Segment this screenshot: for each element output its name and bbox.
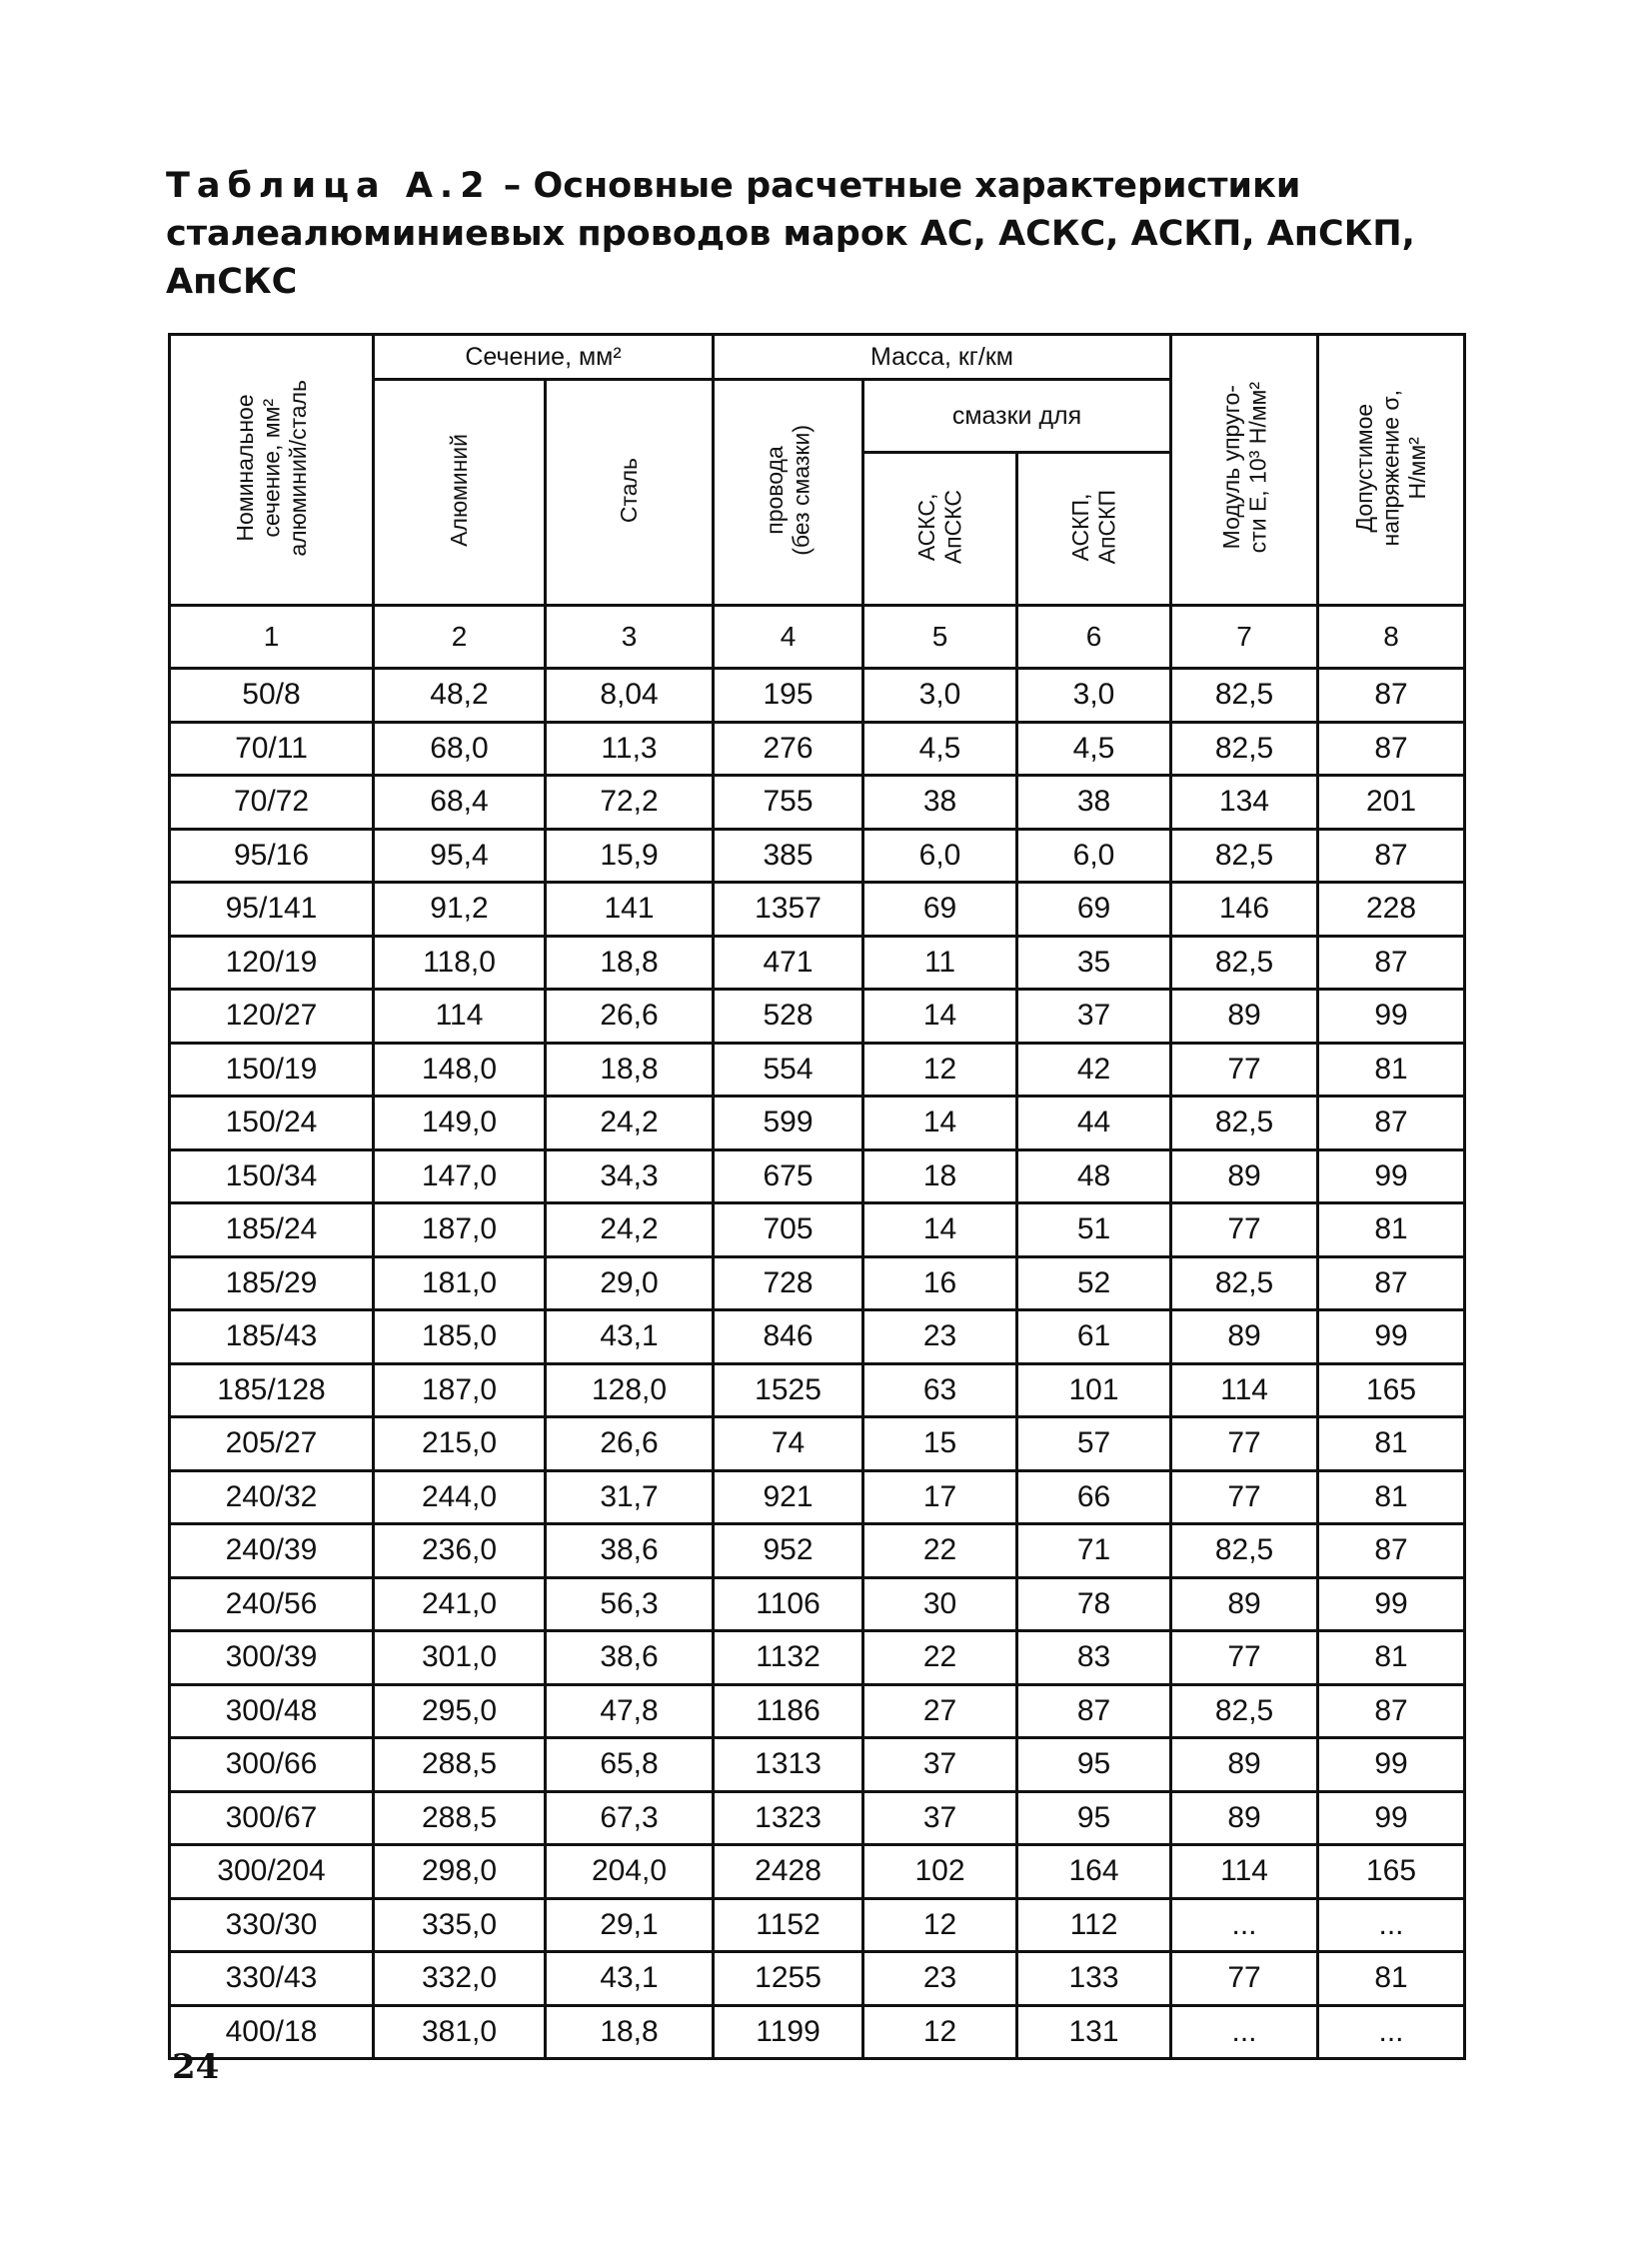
table-cell: 43,1 xyxy=(546,1952,714,2006)
table-cell: 236,0 xyxy=(374,1524,546,1578)
table-cell: 295,0 xyxy=(374,1684,546,1738)
table-cell: 70/72 xyxy=(170,776,374,830)
table-cell: 301,0 xyxy=(374,1631,546,1685)
table-cell: 14 xyxy=(863,1097,1017,1150)
table-cell: 147,0 xyxy=(374,1149,546,1203)
table-cell: 82,5 xyxy=(1171,1097,1318,1150)
table-cell: 83 xyxy=(1017,1631,1171,1685)
table-cell: 35 xyxy=(1017,936,1171,990)
table-cell: 95,4 xyxy=(374,829,546,883)
table-cell: 87 xyxy=(1318,829,1465,883)
table-cell: 6,0 xyxy=(1017,829,1171,883)
table-cell: 528 xyxy=(714,990,863,1044)
table-cell: 89 xyxy=(1171,1577,1318,1631)
table-row xyxy=(170,1577,1465,1631)
table-cell: 12 xyxy=(863,1043,1017,1097)
column-number: 6 xyxy=(1017,606,1171,669)
table-cell: 87 xyxy=(1318,722,1465,776)
table-cell: 114 xyxy=(374,990,546,1044)
table-cell: 72,2 xyxy=(546,776,714,830)
table-cell: 400/18 xyxy=(170,2005,374,2059)
table-cell: 67,3 xyxy=(546,1791,714,1845)
table-cell: 1186 xyxy=(714,1684,863,1738)
table-cell: 66 xyxy=(1017,1470,1171,1524)
wire-characteristics-table xyxy=(168,333,1466,2060)
table-cell: 12 xyxy=(863,2005,1017,2059)
table-body xyxy=(170,669,1465,2059)
table-cell: 77 xyxy=(1171,1470,1318,1524)
table-cell: 30 xyxy=(863,1577,1017,1631)
table-cell: 22 xyxy=(863,1524,1017,1578)
table-cell: 89 xyxy=(1171,1149,1318,1203)
table-cell: 1525 xyxy=(714,1363,863,1417)
table-cell: 89 xyxy=(1171,1310,1318,1364)
table-cell: 68,4 xyxy=(374,776,546,830)
column-number: 8 xyxy=(1318,606,1465,669)
table-cell: 4,5 xyxy=(1017,722,1171,776)
table-cell: 165 xyxy=(1318,1845,1465,1899)
table-cell: 300/39 xyxy=(170,1631,374,1685)
table-cell: 300/67 xyxy=(170,1791,374,1845)
table-cell: 148,0 xyxy=(374,1043,546,1097)
table-cell: 52 xyxy=(1017,1256,1171,1310)
table-row xyxy=(170,1097,1465,1150)
table-cell: 300/204 xyxy=(170,1845,374,1899)
table-cell: 43,1 xyxy=(546,1310,714,1364)
table-cell: 554 xyxy=(714,1043,863,1097)
table-cell: 141 xyxy=(546,883,714,937)
table-cell: 150/24 xyxy=(170,1097,374,1150)
table-cell: 2428 xyxy=(714,1845,863,1899)
table-cell: 57 xyxy=(1017,1417,1171,1471)
table-row xyxy=(170,1684,1465,1738)
table-cell: 51 xyxy=(1017,1203,1171,1257)
table-cell: 70/11 xyxy=(170,722,374,776)
table-cell: 77 xyxy=(1171,1203,1318,1257)
table-cell: 99 xyxy=(1318,1738,1465,1792)
table-cell: 240/56 xyxy=(170,1577,374,1631)
table-cell: 50/8 xyxy=(170,669,374,723)
table-cell: 81 xyxy=(1318,1417,1465,1471)
table-cell: 330/43 xyxy=(170,1952,374,2006)
table-cell: 82,5 xyxy=(1171,722,1318,776)
table-cell: 82,5 xyxy=(1171,936,1318,990)
table-cell: 952 xyxy=(714,1524,863,1578)
table-cell: 335,0 xyxy=(374,1898,546,1952)
table-cell: 131 xyxy=(1017,2005,1171,2059)
table-cell: 87 xyxy=(1318,1097,1465,1150)
table-cell: 82,5 xyxy=(1171,1524,1318,1578)
table-row xyxy=(170,669,1465,723)
table-cell: 81 xyxy=(1318,1952,1465,2006)
table-cell: 921 xyxy=(714,1470,863,1524)
table-cell: 300/48 xyxy=(170,1684,374,1738)
table-cell: 37 xyxy=(863,1738,1017,1792)
table-cell: 95 xyxy=(1017,1791,1171,1845)
header-allowable-stress: Допустимое напряжение σ, Н/мм² xyxy=(1318,335,1465,606)
table-cell: 185/24 xyxy=(170,1203,374,1257)
table-cell: 77 xyxy=(1171,1043,1318,1097)
table-cell: 26,6 xyxy=(546,990,714,1044)
table-cell: 228 xyxy=(1318,883,1465,937)
column-number: 4 xyxy=(714,606,863,669)
table-cell: 114 xyxy=(1171,1363,1318,1417)
table-cell: 240/39 xyxy=(170,1524,374,1578)
table-cell: 63 xyxy=(863,1363,1017,1417)
table-cell: 82,5 xyxy=(1171,829,1318,883)
table-cell: 215,0 xyxy=(374,1417,546,1471)
header-steel: Сталь xyxy=(546,380,714,606)
table-cell: ... xyxy=(1318,2005,1465,2059)
table-cell: 81 xyxy=(1318,1470,1465,1524)
table-cell: 12 xyxy=(863,1898,1017,1952)
table-cell: 87 xyxy=(1318,1684,1465,1738)
table-row xyxy=(170,990,1465,1044)
table-cell: 22 xyxy=(863,1631,1017,1685)
table-row xyxy=(170,1417,1465,1471)
table-cell: 181,0 xyxy=(374,1256,546,1310)
column-number: 7 xyxy=(1171,606,1318,669)
column-number: 2 xyxy=(374,606,546,669)
table-cell: 18,8 xyxy=(546,1043,714,1097)
table-cell: 74 xyxy=(714,1417,863,1471)
table-cell: 6,0 xyxy=(863,829,1017,883)
table-cell: 81 xyxy=(1318,1203,1465,1257)
column-number: 1 xyxy=(170,606,374,669)
table-cell: 82,5 xyxy=(1171,669,1318,723)
table-row xyxy=(170,1791,1465,1845)
table-cell: 150/34 xyxy=(170,1149,374,1203)
header-grease-askp: АСКП, АпСКП xyxy=(1017,453,1171,606)
table-cell: 288,5 xyxy=(374,1791,546,1845)
table-cell: 17 xyxy=(863,1470,1017,1524)
table-cell: 185,0 xyxy=(374,1310,546,1364)
table-cell: 99 xyxy=(1318,990,1465,1044)
table-cell: 185/29 xyxy=(170,1256,374,1310)
table-cell: 134 xyxy=(1171,776,1318,830)
table-cell: 18 xyxy=(863,1149,1017,1203)
table-cell: 3,0 xyxy=(863,669,1017,723)
table-cell: 1199 xyxy=(714,2005,863,2059)
table-cell: 187,0 xyxy=(374,1203,546,1257)
table-cell: 755 xyxy=(714,776,863,830)
header-section-group: Сечение, мм² xyxy=(374,335,714,380)
table-cell: 14 xyxy=(863,1203,1017,1257)
table-row xyxy=(170,2005,1465,2059)
page-number: 24 xyxy=(172,2047,220,2087)
table-cell: 37 xyxy=(1017,990,1171,1044)
header-modulus: Модуль упруго- сти Е, 10³ Н/мм² xyxy=(1171,335,1318,606)
table-cell: ... xyxy=(1171,2005,1318,2059)
table-cell: 69 xyxy=(1017,883,1171,937)
table-cell: 71 xyxy=(1017,1524,1171,1578)
table-cell: 128,0 xyxy=(546,1363,714,1417)
table-cell: 89 xyxy=(1171,1738,1318,1792)
table-cell: 15 xyxy=(863,1417,1017,1471)
table-cell: 3,0 xyxy=(1017,669,1171,723)
table-cell: 38 xyxy=(1017,776,1171,830)
table-cell: 120/19 xyxy=(170,936,374,990)
table-row xyxy=(170,1203,1465,1257)
table-row xyxy=(170,936,1465,990)
table-row xyxy=(170,1845,1465,1899)
table-cell: 78 xyxy=(1017,1577,1171,1631)
table-cell: 4,5 xyxy=(863,722,1017,776)
table-cell: 240/32 xyxy=(170,1470,374,1524)
table-cell: 330/30 xyxy=(170,1898,374,1952)
table-cell: 18,8 xyxy=(546,936,714,990)
table-cell: 1132 xyxy=(714,1631,863,1685)
table-cell: 150/19 xyxy=(170,1043,374,1097)
table-cell: 89 xyxy=(1171,1791,1318,1845)
table-row xyxy=(170,1631,1465,1685)
table-cell: 29,0 xyxy=(546,1256,714,1310)
table-cell: 99 xyxy=(1318,1149,1465,1203)
table-row xyxy=(170,1149,1465,1203)
table-cell: 204,0 xyxy=(546,1845,714,1899)
table-cell: ... xyxy=(1318,1898,1465,1952)
table-cell: 11,3 xyxy=(546,722,714,776)
table-cell: 87 xyxy=(1318,669,1465,723)
table-row xyxy=(170,1952,1465,2006)
table-cell: 91,2 xyxy=(374,883,546,937)
column-numbers-row xyxy=(170,606,1465,669)
table-cell: 37 xyxy=(863,1791,1017,1845)
table-cell: 68,0 xyxy=(374,722,546,776)
table-row xyxy=(170,1363,1465,1417)
table-cell: 65,8 xyxy=(546,1738,714,1792)
table-cell: 298,0 xyxy=(374,1845,546,1899)
table-row xyxy=(170,1524,1465,1578)
table-cell: 165 xyxy=(1318,1363,1465,1417)
table-cell: 42 xyxy=(1017,1043,1171,1097)
table-cell: 56,3 xyxy=(546,1577,714,1631)
table-cell: 1323 xyxy=(714,1791,863,1845)
table-cell: 8,04 xyxy=(546,669,714,723)
table-cell: 95 xyxy=(1017,1738,1171,1792)
header-mass-group: Масса, кг/км xyxy=(714,335,1171,380)
column-number: 5 xyxy=(863,606,1017,669)
table-cell: 48 xyxy=(1017,1149,1171,1203)
table-cell: 102 xyxy=(863,1845,1017,1899)
table-cell: 187,0 xyxy=(374,1363,546,1417)
table-cell: 728 xyxy=(714,1256,863,1310)
table-cell: 149,0 xyxy=(374,1097,546,1150)
table-caption xyxy=(166,162,1485,306)
table-row xyxy=(170,1898,1465,1952)
table-cell: 112 xyxy=(1017,1898,1171,1952)
table-cell: 276 xyxy=(714,722,863,776)
table-cell: 81 xyxy=(1318,1631,1465,1685)
header-wire-mass: провода (без смазки) xyxy=(714,380,863,606)
table-cell: 38 xyxy=(863,776,1017,830)
table-cell: 77 xyxy=(1171,1952,1318,2006)
table-cell: 185/128 xyxy=(170,1363,374,1417)
table-cell: 87 xyxy=(1318,1256,1465,1310)
table-cell: 195 xyxy=(714,669,863,723)
table-cell: 44 xyxy=(1017,1097,1171,1150)
table-cell: 201 xyxy=(1318,776,1465,830)
table-cell: 34,3 xyxy=(546,1149,714,1203)
table-cell: 675 xyxy=(714,1149,863,1203)
table-cell: 95/141 xyxy=(170,883,374,937)
table-cell: 99 xyxy=(1318,1310,1465,1364)
table-cell: 23 xyxy=(863,1952,1017,2006)
table-cell: 82,5 xyxy=(1171,1256,1318,1310)
table-cell: 120/27 xyxy=(170,990,374,1044)
table-row xyxy=(170,1310,1465,1364)
table-row xyxy=(170,776,1465,830)
table-cell: 14 xyxy=(863,990,1017,1044)
table-cell: 471 xyxy=(714,936,863,990)
table-cell: 1106 xyxy=(714,1577,863,1631)
table-cell: 29,1 xyxy=(546,1898,714,1952)
table-cell: 846 xyxy=(714,1310,863,1364)
table-cell: 24,2 xyxy=(546,1097,714,1150)
table-cell: 87 xyxy=(1017,1684,1171,1738)
table-cell: 1152 xyxy=(714,1898,863,1952)
table-cell: 77 xyxy=(1171,1631,1318,1685)
header-aluminium: Алюминий xyxy=(374,380,546,606)
table-cell: 288,5 xyxy=(374,1738,546,1792)
table-row xyxy=(170,829,1465,883)
table-cell: 1313 xyxy=(714,1738,863,1792)
table-cell: 164 xyxy=(1017,1845,1171,1899)
table-cell: 47,8 xyxy=(546,1684,714,1738)
table-caption-text: – Основные расчетные характеристики сталеалюминиевых проводов марок АС, АСКС, АСКП, АпСКП, АпСКС xyxy=(166,166,1415,302)
table-cell: 101 xyxy=(1017,1363,1171,1417)
table-cell: 61 xyxy=(1017,1310,1171,1364)
table-cell: 244,0 xyxy=(374,1470,546,1524)
table-cell: 11 xyxy=(863,936,1017,990)
table-cell: 15,9 xyxy=(546,829,714,883)
header-grease-group: смазки для xyxy=(863,380,1171,453)
table-cell: 81 xyxy=(1318,1043,1465,1097)
table-row xyxy=(170,1470,1465,1524)
table-row xyxy=(170,1256,1465,1310)
table-caption-lead: Таблица А.2 xyxy=(166,166,492,206)
table-cell: 24,2 xyxy=(546,1203,714,1257)
table-cell: 31,7 xyxy=(546,1470,714,1524)
table-cell: 118,0 xyxy=(374,936,546,990)
table-cell: 114 xyxy=(1171,1845,1318,1899)
table-cell: 27 xyxy=(863,1684,1017,1738)
table-cell: 133 xyxy=(1017,1952,1171,2006)
table-cell: 381,0 xyxy=(374,2005,546,2059)
table-cell: 38,6 xyxy=(546,1631,714,1685)
table-cell: 332,0 xyxy=(374,1952,546,2006)
table-cell: 87 xyxy=(1318,936,1465,990)
table-cell: 99 xyxy=(1318,1791,1465,1845)
table-row xyxy=(170,883,1465,937)
table-cell: 38,6 xyxy=(546,1524,714,1578)
table-cell: 205/27 xyxy=(170,1417,374,1471)
column-number: 3 xyxy=(546,606,714,669)
header-grease-askc: АСКС, АпСКС xyxy=(863,453,1017,606)
table-cell: 1357 xyxy=(714,883,863,937)
table-cell: 241,0 xyxy=(374,1577,546,1631)
header-nominal-section: Номинальное сечение, мм² алюминий/сталь xyxy=(170,335,374,606)
table-cell: 26,6 xyxy=(546,1417,714,1471)
table-cell: 77 xyxy=(1171,1417,1318,1471)
table-row xyxy=(170,722,1465,776)
table-cell: 16 xyxy=(863,1256,1017,1310)
table-cell: 48,2 xyxy=(374,669,546,723)
table-cell: 95/16 xyxy=(170,829,374,883)
table-cell: 87 xyxy=(1318,1524,1465,1578)
table-cell: 185/43 xyxy=(170,1310,374,1364)
table-cell: 599 xyxy=(714,1097,863,1150)
table-cell: 385 xyxy=(714,829,863,883)
table-cell: 69 xyxy=(863,883,1017,937)
table-cell: 146 xyxy=(1171,883,1318,937)
table-cell: 23 xyxy=(863,1310,1017,1364)
table-row xyxy=(170,1043,1465,1097)
table-cell: 18,8 xyxy=(546,2005,714,2059)
table-cell: 89 xyxy=(1171,990,1318,1044)
table-cell: 82,5 xyxy=(1171,1684,1318,1738)
table-cell: 300/66 xyxy=(170,1738,374,1792)
table-cell: 99 xyxy=(1318,1577,1465,1631)
table-cell: ... xyxy=(1171,1898,1318,1952)
table-cell: 705 xyxy=(714,1203,863,1257)
table-row xyxy=(170,1738,1465,1792)
table-cell: 1255 xyxy=(714,1952,863,2006)
